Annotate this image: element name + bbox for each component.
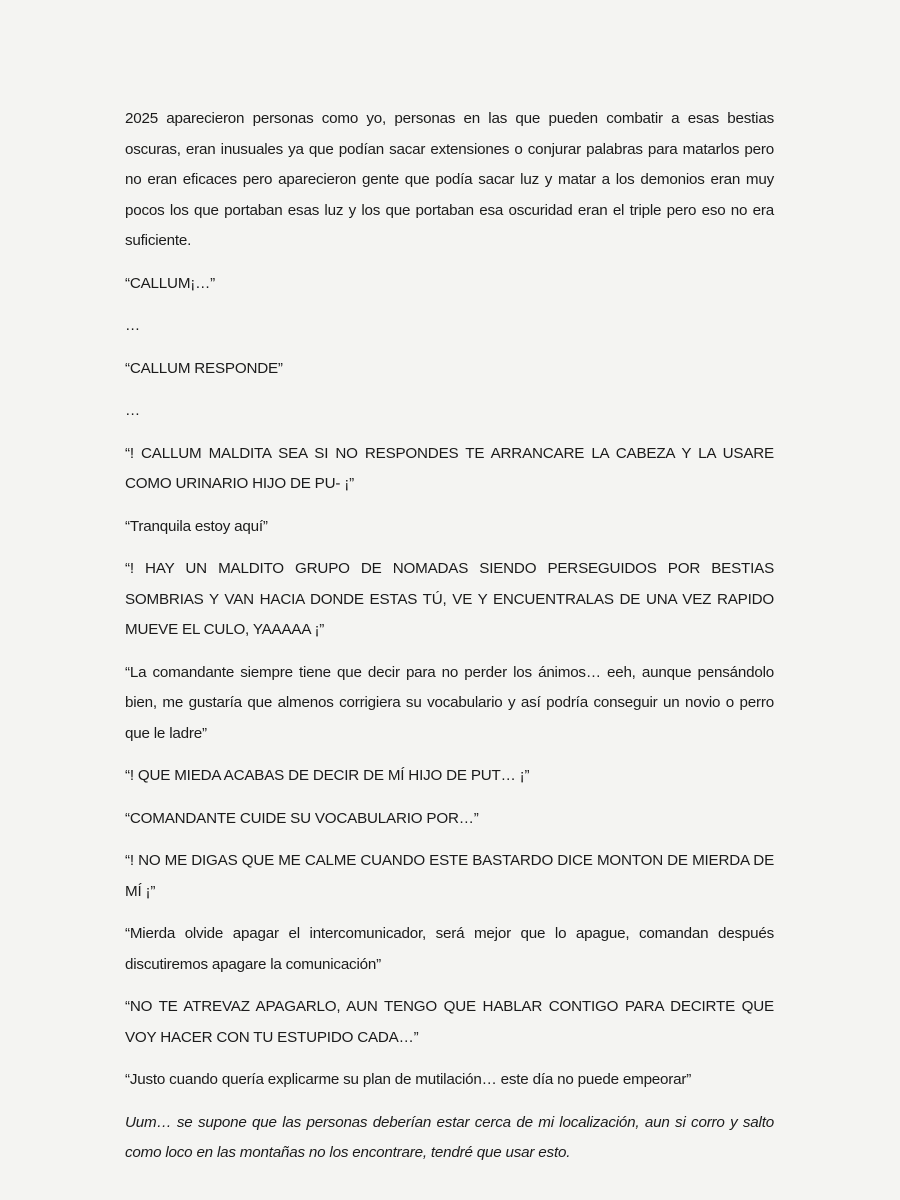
paragraph-ellipsis: …	[125, 402, 140, 419]
paragraph-dialogue: “! QUE MIEDA ACABAS DE DECIR DE MÍ HIJO DE PUT… ¡”	[125, 767, 530, 784]
paragraph-dialogue: “Mierda olvide apagar el intercomunicador, será mejor que lo apague, comandan después discutiremos apagare la comunicación”	[125, 925, 774, 973]
paragraph-dialogue: “CALLUM¡…”	[125, 274, 215, 292]
paragraph-ellipsis: …	[125, 317, 140, 334]
paragraph-dialogue: “NO TE ATREVAZ APAGARLO, AUN TENGO QUE HABLAR CONTIGO PARA DECIRTE QUE VOY HACER CON TU ESTUPIDO CADA…”	[125, 998, 774, 1046]
paragraph-dialogue: “Tranquila estoy aquí”	[125, 517, 268, 535]
paragraph-dialogue: “COMANDANTE CUIDE SU VOCABULARIO POR…”	[125, 809, 479, 827]
paragraph-dialogue: “! HAY UN MALDITO GRUPO DE NOMADAS SIENDO PERSEGUIDOS POR BESTIAS SOMBRIAS Y VAN HACIA DONDE ESTAS TÚ, VE Y ENCUENTRALAS DE UNA VEZ RAPIDO MUEVE EL CULO, YAAAAA ¡”	[125, 560, 774, 638]
paragraph-intro: 2025 aparecieron personas como yo, personas en las que pueden combatir a esas bestias oscuras, eran inusuales ya que podían sacar extensiones o conjurar palabras para matarlos pero no eran eficaces pero aparecieron gente que podía sacar luz y matar a los demonios eran muy pocos los que portaban esas luz y los que portaban esa oscuridad eran el triple pero eso no era suficiente.	[125, 110, 774, 249]
paragraph-dialogue: “Justo cuando quería explicarme su plan de mutilación… este día no puede empeorar”	[125, 1071, 692, 1088]
paragraph-dialogue: “! NO ME DIGAS QUE ME CALME CUANDO ESTE BASTARDO DICE MONTON DE MIERDA DE MÍ ¡”	[125, 852, 774, 900]
paragraph-dialogue: “CALLUM RESPONDE”	[125, 359, 283, 377]
paragraph-inner-thought: Uum… se supone que las personas deberían estar cerca de mi localización, aun si corro y salto como loco en las montañas no los encontrare, tendré que usar esto.	[125, 1113, 774, 1161]
document-body	[125, 104, 774, 1181]
paragraph-dialogue: “La comandante siempre tiene que decir para no perder los ánimos… eeh, aunque pensándolo bien, me gustaría que almenos corrigiera su vocabulario y así podría conseguir un novio o perro que le ladre”	[125, 663, 774, 742]
paragraph-dialogue: “! CALLUM MALDITA SEA SI NO RESPONDES TE ARRANCARE LA CABEZA Y LA USARE COMO URINARIO HIJO DE PU- ¡”	[125, 444, 774, 492]
